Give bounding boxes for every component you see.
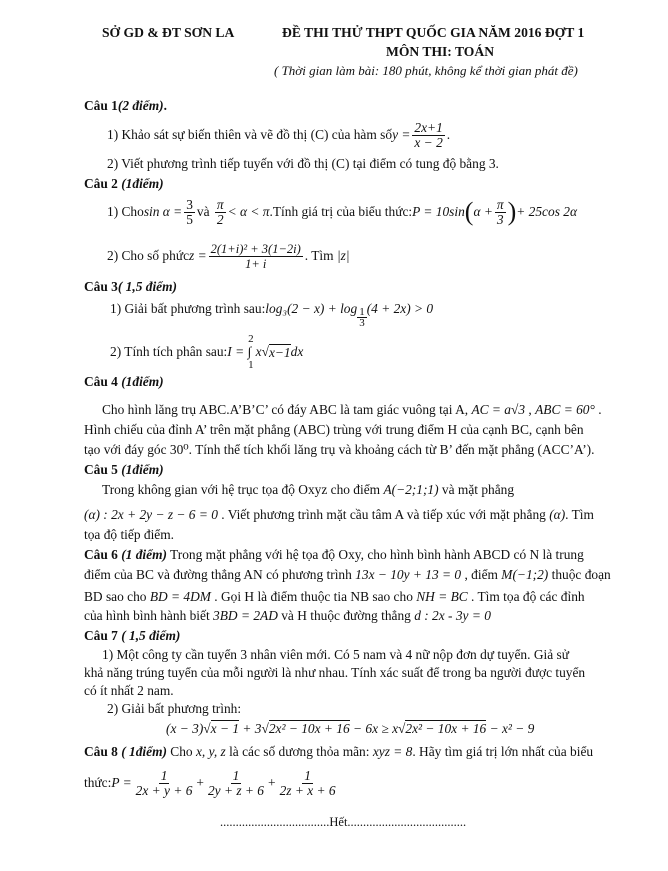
time-note: ( Thời gian làm bài: 180 phút, không kể thời gian phát đề) [274, 63, 578, 78]
q6-line4: của hình bình hành biết 3BD = 2AD và H thuộc đường thẳng d : 2x - 3y = 0 [84, 608, 491, 623]
q1-part2: 2) Viết phương trình tiếp tuyến với đồ thị (C) tại điểm có tung độ bằng 3. [107, 156, 499, 171]
q1-label: Câu 1 [84, 98, 118, 113]
subject-title: MÔN THI: TOÁN [386, 44, 495, 59]
q7-label: Câu 7 [84, 628, 118, 643]
q7-points: ( 1,5 điểm) [117, 628, 181, 643]
q6-line3: BD sao cho BD = 4DM . Gọi H là điểm thuộc tia NB sao cho NH = BC . Tìm tọa độ các đỉnh [84, 589, 585, 604]
department-name: SỞ GD & ĐT SƠN LA [102, 25, 235, 40]
q8-points: ( 1điểm) [117, 744, 167, 759]
q5-line3: tọa độ tiếp điểm. [84, 527, 174, 542]
q7-part2-text: 2) Giải bất phương trình: [107, 701, 242, 716]
integral-limits: 2 1 [248, 333, 254, 371]
q8-line2: thức: P = $\frac{1}{2x + y + 6}$ + $\frac{1}{2y + z + 6}$ + $\frac{1}{2z + x + 6}$ [84, 767, 336, 798]
exam-title: ĐỀ THI THỬ THPT QUỐC GIA NĂM 2016 ĐỢT 1 [282, 25, 585, 40]
q7-inequality: (x − 3)√x − 1 + 3√2x² − 10x + 16 − 6x ≥ x√2x² − 10x + 16 − x² − 9 [166, 721, 535, 736]
q6-points: (1 điểm) [117, 547, 167, 562]
q4-line2: Hình chiếu của đỉnh A’ trên mặt phẳng (ABC) trùng với trung điểm H của cạnh BC, cạnh bên [84, 422, 584, 437]
q8-term3: $\frac{1}{2z + x + 6}$ [279, 767, 336, 798]
q6-label: Câu 6 [84, 547, 118, 562]
q3-label: Câu 3 [84, 279, 118, 294]
q1-part1: 1) Khảo sát sự biến thiên và vẽ đồ thị (C) của hàm số y = $\frac{2x+1}{x - 2}$ . [107, 119, 451, 150]
q6-line2: điểm của BC và đường thẳng AN có phương trình 13x − 10y + 13 = 0 , điểm M(−1;2) thuộc đoạn [84, 567, 611, 582]
q1-heading: Câu 1(2 điểm). [84, 98, 167, 113]
q7-part1-line2: khả năng trúng tuyển của mỗi người là như nhau. Tính xác suất để trong ba người được tuyển [84, 665, 586, 680]
q5-line2: (α) : 2x + 2y − z − 6 = 0 . Viết phương trình mặt cầu tâm A và tiếp xúc với mặt phẳng (α). Tìm [84, 507, 594, 522]
q3-part2: 2) Tính tích phân sau: I = ∫ 2 1 x √ x−1 dx [110, 333, 304, 371]
q8-term1: $\frac{1}{2x + y + 6}$ [135, 767, 193, 798]
q1-points: (2 điểm) [117, 98, 164, 113]
q4-line3: tạo với đáy góc 30⁰. Tính thể tích khối lăng trụ và khoảng cách từ B’ đến mặt phẳng (ACC’A’). [84, 442, 595, 457]
q7-heading [84, 628, 180, 644]
q4-heading [84, 374, 164, 390]
q8-line1: Câu 8 ( 1điểm) Cho x, y, z là các số dương thỏa mãn: xyz = 8. Hãy tìm giá trị lớn nhất của biểu [84, 744, 594, 759]
q2-heading [84, 176, 164, 192]
q3-part1: 1) Giải bất phương trình sau: log₃(2 − x) + log $\frac{1}{3}$ (4 + 2x) > 0 [110, 301, 434, 329]
q3-heading [84, 279, 177, 295]
q4-line1: Cho hình lăng trụ ABC.A’B’C’ có đáy ABC là tam giác vuông tại A, AC = a√3 , ABC = 60° . [102, 402, 602, 417]
q5-line1: Trong không gian với hệ trục tọa độ Oxyz cho điểm A(−2;1;1) và mặt phẳng [102, 482, 515, 497]
q8-label: Câu 8 [84, 744, 118, 759]
q2-part2: 2) Cho số phức z = $\frac{\text{2(1+i)² + 3(1−2i)}}{1+ i}$ . Tìm |z| [107, 241, 350, 271]
q8-term2: $\frac{1}{2y + z + 6}$ [207, 767, 264, 798]
q2-label: Câu 2 [84, 176, 118, 191]
q5-label: Câu 5 [84, 462, 118, 477]
q5-points: (1điểm) [121, 462, 164, 477]
q6-line1: Câu 6 (1 điểm) Trong mặt phẳng với hệ tọa độ Oxy, cho hình bình hành ABCD có N là trung [84, 547, 584, 562]
q5-heading [84, 462, 164, 478]
q4-label: Câu 4 [84, 374, 118, 389]
q2-points: (1điểm) [121, 176, 164, 191]
q4-points: (1điểm) [121, 374, 164, 389]
q2-part1: 1) Cho sin α = $\frac{3}{5}$ và $\frac{\pi}{2}$ < α < π .Tính giá trị của biểu thức: P = 10sin ( α + $\frac{\pi}{3}$ ) + 25cos 2α [107, 196, 577, 227]
q7-part1-line3: có ít nhất 2 nam. [84, 683, 174, 698]
end-marker: ...................................Hết...................................... [220, 815, 467, 829]
q3-points: ( 1,5 điểm) [117, 279, 177, 294]
q7-part1-line1: 1) Một công ty cần tuyển 3 nhân viên mới. Có 5 nam và 4 nữ nộp đơn dự tuyển. Giả sử [102, 647, 569, 662]
q1-fraction: $\frac{2x+1}{x - 2}$ [414, 119, 443, 150]
